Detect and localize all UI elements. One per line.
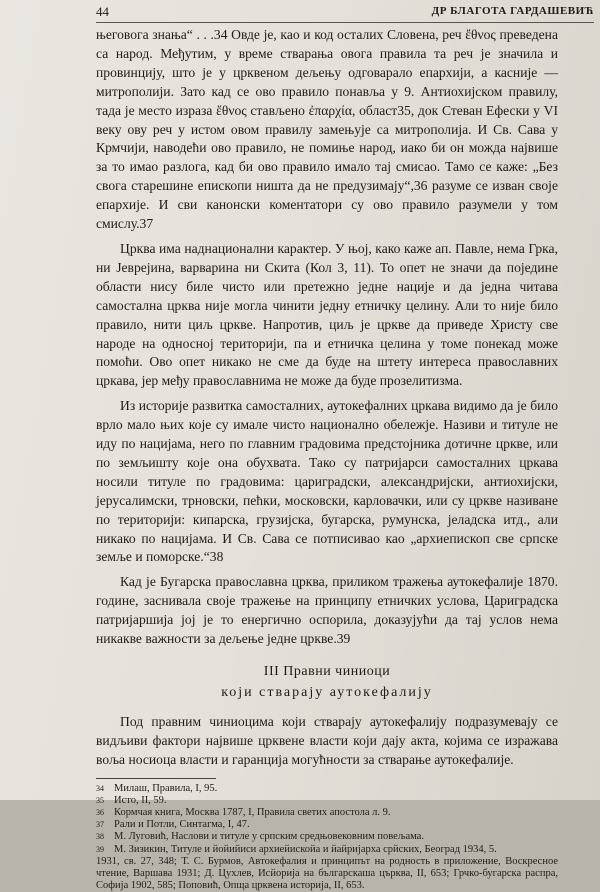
page-content [96,26,558,892]
footnote-text: Милаш, Правила, I, 95. [114,782,218,794]
footnote [96,844,558,856]
footnote [96,819,558,831]
section-title: III Правни чиниоци [263,664,391,679]
footnote-number: 39 [96,844,104,854]
section-subtitle: који стварају аутокефалију [221,684,433,700]
footnote-number: 38 [96,832,104,842]
footnote-continuation-text: 1931, св. 27, 348; Т. С. Бурмов, Автокефалия и принципът на родность в приложение, Воскресное чтение, Варшава 1931; Д. Цухлев, Исйорија на бългаpскаша църква, II, 653; Грчко-бугарска распра, Софија 1902, 585; Поповић, Опща црквена историја, II, 653. [96,855,558,892]
footnote-number: 34 [96,783,104,793]
footnote-text: Исто, II, 59. [114,794,167,806]
footnotes [96,783,558,892]
footnote [96,807,558,819]
footnote [96,795,558,807]
page-header [96,4,594,23]
footnote-divider [96,778,216,779]
footnote-number: 35 [96,795,104,805]
footnote-text: М. Зизикин, Титуле и йойийиси архиейискойа и йайријарха срйских, Београд 1934, 5. [114,843,497,855]
footnote [96,831,558,843]
footnote-number: 36 [96,807,104,817]
footnote-text: Рали и Потли, Синтагма, I, 47. [114,819,250,831]
footnote [96,783,558,795]
paragraph: Из историје развитка самосталних, аутокефалних цркава видимо да је било врло мало њих које су имале чисто национално обележје. Називи и титуле не иду по нацијама, него по главним градовима предстојника дотичне цркве, или по земљишту које она обухвата. Тако су патријарси самосталних цркава носили титуле по градовима: цариградски, александријски, антиохијски, јерусалимски, трновски, пећки, московски, карловачки, или су цркве називане по територији: кипарска, грузијска, бугарска, румунска, јеладска итд., али никако по нацијама. И Св. Сава се потписивао као „архиепископ све српске земље и поморске.“38 [96,398,558,565]
paragraph: Црква има наднационални карактер. У њој, како каже ап. Павле, нема Грка, ни Јеврејина, варварина ни Скита (Кол 3, 11). То опет не значи да поједине области нису биле чисто или претежно једне нације и да једна читава самостална црква није могла чинити једну етничку целину. Али то није било правило, нити циљ цркве. Напротив, циљ је цркве да приведе Христу све народе на односној територији, па и етничка целина у томе понекад може помоћи. Ово опет никако не сме да буде на штету интереса православних цркава, јер међу православнима не може да буде прозелитизма. [96,240,558,389]
footnote-number: 37 [96,820,104,830]
running-head: ДР БЛАГОТА ГАРДАШЕВИЋ [431,5,594,17]
section-intro-paragraph: Под правним чиниоцима који стварају аутокефалију подразумевају се видљиви фактори највише црквене власти који дају акта, којима се изражава воља носиоца власти и гаранција могућности за стварање аутокефалије. [96,713,558,767]
paragraph: Кад је Бугарска православна црква, приликом тражења аутокефалије 1870. године, заснивала своје тражење на принципу етничких услова, Цариградска патријаршија јој је то енергично оспорила, доказујући да тај услов нема никакве важности за дељење једне цркве.39 [96,574,558,647]
paragraph: његовога знања“ . . .34 Овде је, као и код осталих Словена, реч ἔθνος преведена са народ. Међутим, у време стварања овога правила та реч је значила и провинцију, што је у црквеном дељењу одговарало епархији, а касније — митрополији. Зато кад се ово правило понавља у 9. Антиохијском правилу, тада је место израза ἔθνος стављено ἐπαρχία, област35, док Стеван Ефески у VI веку ову реч у истом овом правилу замењује са митрополија. И Св. Сава у Крмчији, наводећи ово правило, не помиње народ, иако би он можда највише за то имао разлога, кад би ово правило имало тај смисао. Тамо се каже: „Без свога старешине епископи ништа да не предузимају“,36 разуме се изван своје епархије. И сви канонски коментатори су ово правило разумели у том смислу.37 [96,27,558,232]
footnote-text: М. Луговић, Наслови и титуле у српским средњовековним повељама. [114,831,424,843]
footnote-text: Кормчая книга, Москва 1787, I, Правила светих апостола л. 9. [114,806,391,818]
footnote-continuation [96,856,558,892]
page-number: 44 [96,4,109,19]
